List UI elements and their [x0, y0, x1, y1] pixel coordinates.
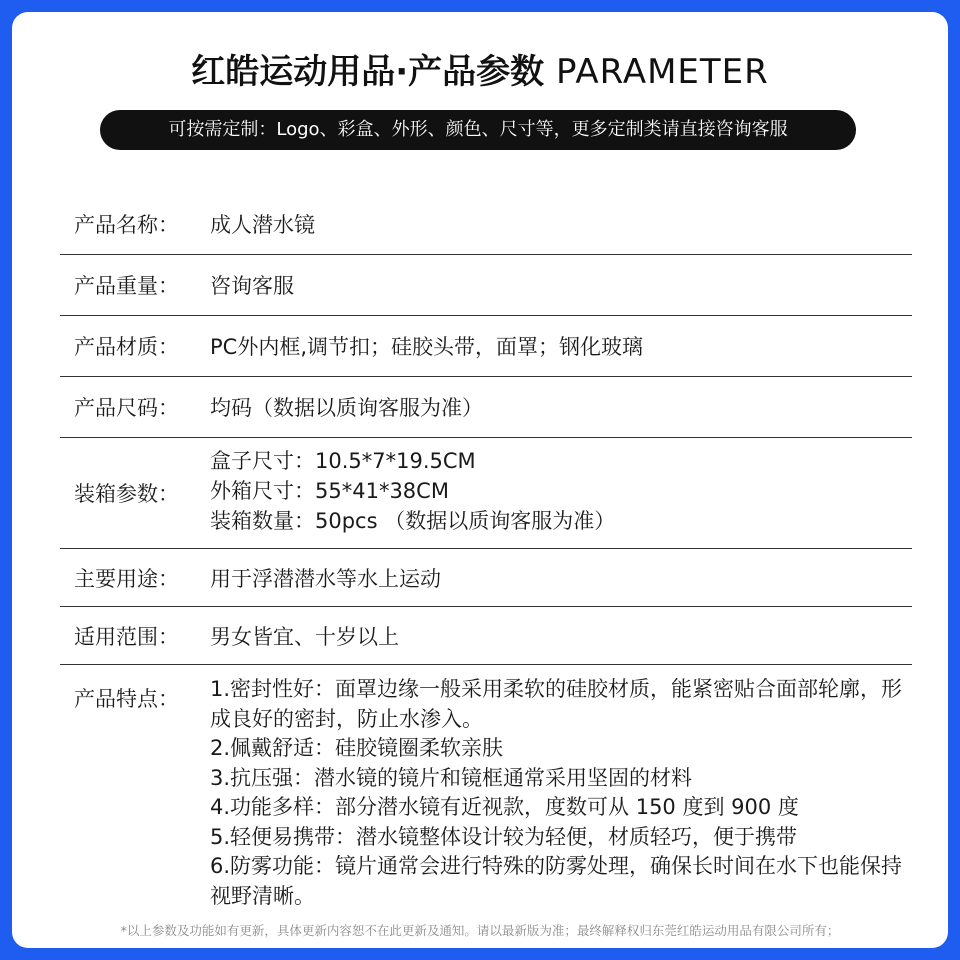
page-title	[12, 48, 948, 96]
row-label: 主要用途：	[74, 566, 179, 591]
packing-box-size: 盒子尺寸：10.5*7*19.5CM	[210, 449, 476, 473]
row-label: 装箱参数：	[74, 482, 179, 506]
row-label: 产品尺码：	[74, 396, 179, 420]
row-label: 适用范围：	[74, 624, 179, 649]
table-row-usage	[60, 549, 912, 607]
row-value: 成人潜水镜	[210, 213, 315, 237]
customization-banner: 可按需定制：Logo、彩盒、外形、颜色、尺寸等，更多定制类请直接咨询客服	[100, 110, 856, 150]
feature-list	[210, 675, 912, 911]
table-row-weight	[60, 255, 912, 316]
row-label: 产品特点：	[74, 687, 179, 711]
feature-item: 6.防雾功能：镜片通常会进行特殊的防雾处理，确保长时间在水下也能保持视野清晰。	[210, 854, 903, 908]
parameter-card	[12, 12, 948, 948]
row-value: 男女皆宜、十岁以上	[210, 624, 399, 649]
feature-item: 4.功能多样：部分潜水镜有近视款，度数可从 150 度到 900 度	[210, 795, 799, 819]
row-label: 产品材质：	[74, 335, 179, 359]
table-row-size	[60, 377, 912, 438]
packing-quantity: 装箱数量：50pcs （数据以质询客服为准）	[210, 509, 616, 533]
title-english: PARAMETER	[555, 52, 769, 92]
row-value: PC外内框,调节扣；硅胶头带，面罩；钢化玻璃	[210, 335, 644, 359]
feature-item: 2.佩戴舒适：硅胶镜圈柔软亲肤	[210, 736, 504, 760]
row-label: 产品重量：	[74, 274, 179, 298]
row-value: 用于浮潜潜水等水上运动	[210, 566, 441, 591]
parameter-table	[60, 194, 912, 915]
disclaimer-footer: *以上参数及功能如有更新，具体更新内容恕不在此更新及通知。请以最新版为准；最终解释权归东莞红皓运动用品有限公司所有；	[120, 923, 840, 938]
row-label: 产品名称：	[74, 213, 179, 237]
packing-lines	[210, 446, 912, 536]
table-row-packing	[60, 438, 912, 549]
feature-item: 1.密封性好：面罩边缘一般采用柔软的硅胶材质，能紧密贴合面部轮廓，形成良好的密封，防止水渗入。	[210, 677, 903, 731]
table-row-scope	[60, 607, 912, 665]
title-chinese: 红皓运动用品·产品参数	[191, 52, 545, 92]
table-row-material	[60, 316, 912, 377]
row-value: 咨询客服	[210, 274, 294, 298]
packing-carton-size: 外箱尺寸：55*41*38CM	[210, 479, 449, 503]
feature-item: 5.轻便易携带：潜水镜整体设计较为轻便，材质轻巧，便于携带	[210, 824, 798, 849]
feature-item: 3.抗压强：潜水镜的镜片和镜框通常采用坚固的材料	[210, 765, 693, 790]
table-row-features	[60, 665, 912, 915]
row-value: 均码（数据以质询客服为准）	[210, 396, 483, 420]
table-row-product-name	[60, 194, 912, 255]
